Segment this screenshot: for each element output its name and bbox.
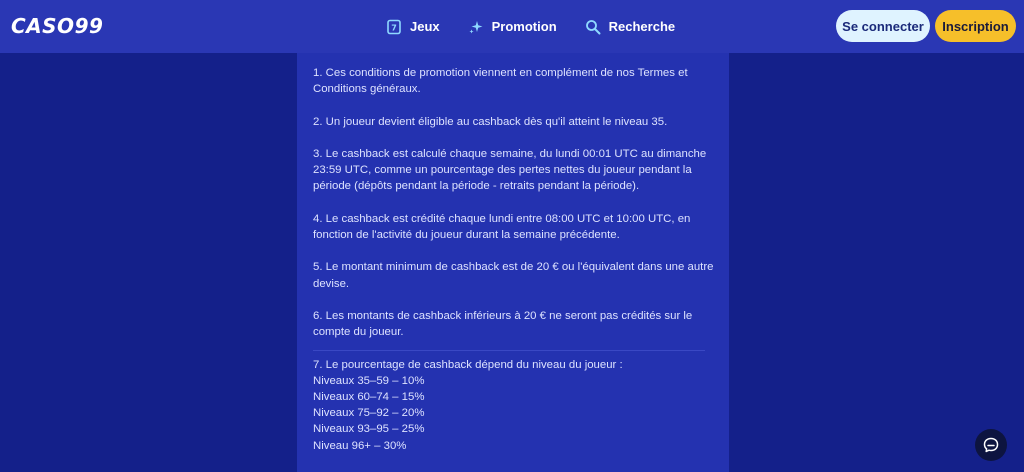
nav-item-label: Recherche [608,19,676,34]
term-5: 5. Le montant minimum de cashback est de 20 € ou l'équivalent dans une autre devise. [313,261,714,290]
term-2: 2. Un joueur devient éligible au cashback dès qu'il atteint le niveau 35. [313,115,668,128]
term-7 [313,357,718,454]
nav-item-label: Promotion [491,19,557,34]
nav-item-recherche[interactable] [585,19,675,35]
level-tier: Niveau 96+ – 30% [313,439,407,452]
promotion-terms-panel [297,53,729,472]
term-4: 4. Le cashback est crédité chaque lundi entre 08:00 UTC et 10:00 UTC, en fonction de l'activité du joueur durant la semaine précédente. [313,212,691,241]
level-tier: Niveaux 93–95 – 25% [313,423,425,436]
term-7-heading: 7. Le pourcentage de cashback dépend du niveau du joueur : [313,358,623,371]
sparkle-icon [468,19,484,35]
main-nav [386,0,703,53]
search-icon [585,19,601,35]
divider [313,350,705,351]
term-6: 6. Les montants de cashback inférieurs à 20 € ne seront pas crédités sur le compte du joueur. [313,309,693,339]
term-3: 3. Le cashback est calculé chaque semaine, du lundi 00:01 UTC au dimanche 23:59 UTC, comme un pourcentage des pertes nettes du joueur pendant la période (dépôts pendant la période - retraits pendant la période). [313,147,707,193]
terms-list [313,65,718,454]
level-tier: Niveaux 75–92 – 20% [313,407,425,420]
caso99-logo[interactable]: CASO99 [11,14,104,38]
level-tier: Niveaux 60–74 – 15% [313,390,425,403]
top-navigation-bar [0,0,1024,53]
live-chat-button[interactable] [975,429,1007,461]
login-button[interactable]: Se connecter [836,10,930,42]
nav-item-jeux[interactable] [386,19,440,35]
game-icon [386,19,402,35]
chat-icon [982,436,1000,454]
svg-text:7: 7 [391,23,397,32]
signup-button[interactable]: Inscription [935,10,1016,42]
level-tier: Niveaux 35–59 – 10% [313,374,425,387]
nav-item-promotion[interactable] [468,19,557,35]
nav-item-label: Jeux [410,19,440,34]
term-1: 1. Ces conditions de promotion viennent en complément de nos Termes et Conditions généraux. [313,67,688,96]
